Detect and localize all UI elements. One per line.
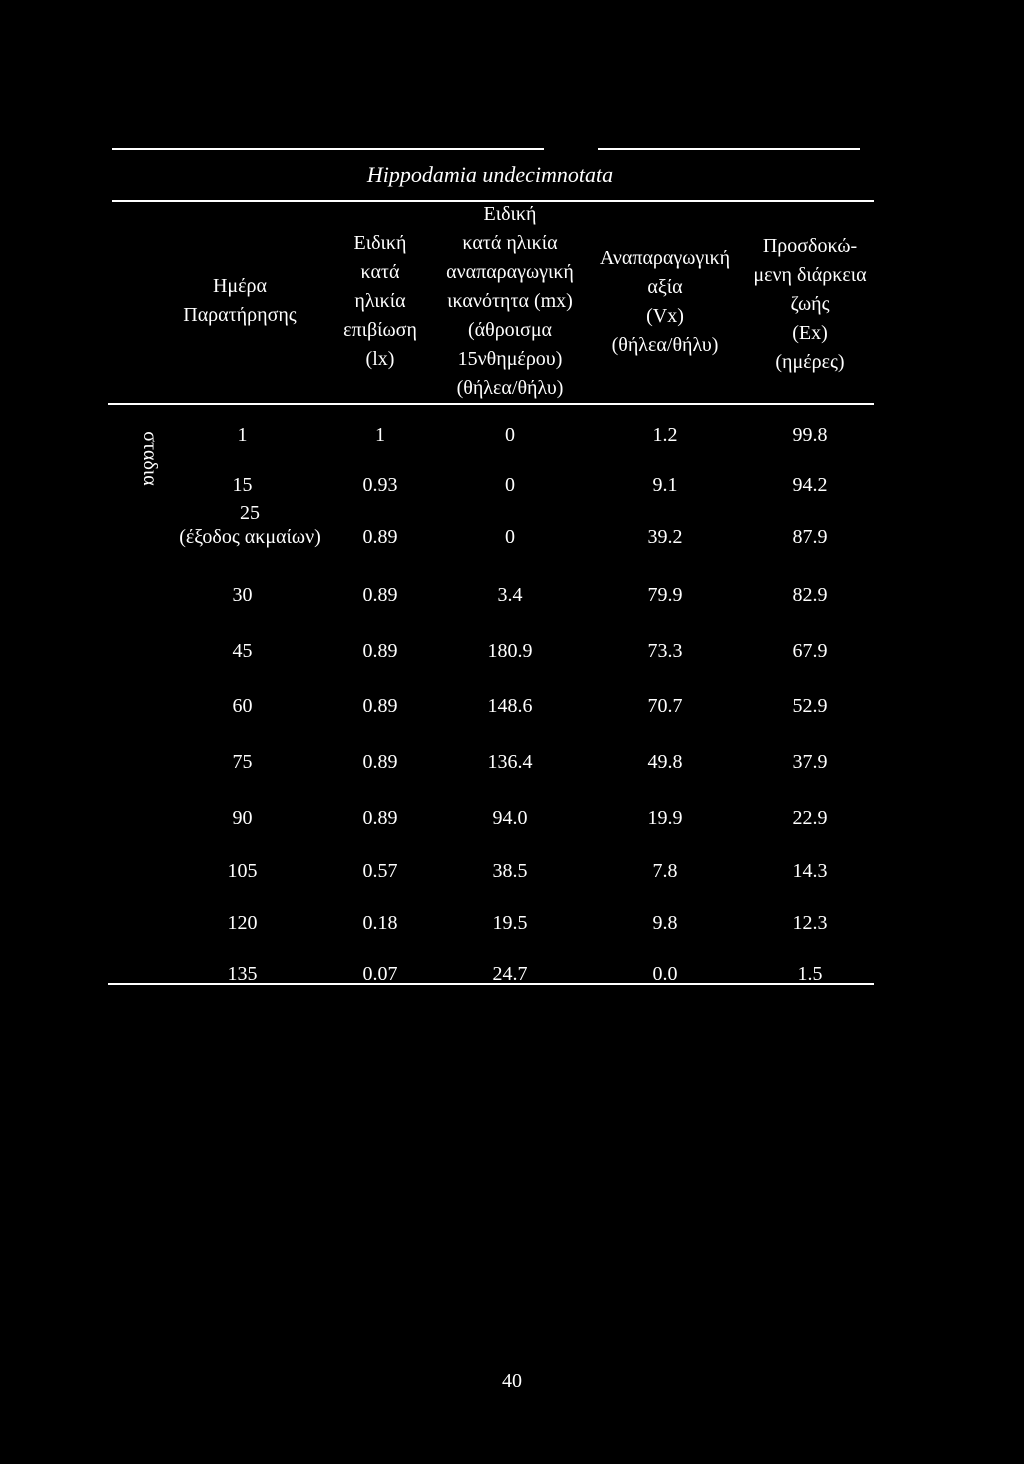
table-cell-day: 1: [237, 424, 248, 446]
table-cell-lx: 0.89: [362, 751, 398, 773]
table-cell-ex: 1.5: [797, 963, 823, 985]
table-cell-mx: 136.4: [487, 751, 533, 773]
table-cell-ex: 99.8: [792, 424, 828, 446]
table-cell-lx: 0.89: [362, 584, 398, 606]
table-cell-day: 120: [227, 912, 258, 934]
day-note: (έξοδος ακμαίων): [179, 526, 321, 548]
table-cell-ex: 37.9: [792, 751, 828, 773]
table-title: Hippodamia undecimnotata: [366, 162, 614, 187]
table-cell-lx: 0.89: [362, 807, 398, 829]
table-cell-vx: 1.2: [652, 424, 678, 446]
table-cell-day: 30: [232, 584, 253, 606]
table-cell-day: 45: [232, 640, 253, 662]
table-cell-lx: 0.57: [362, 860, 398, 882]
table-cell-ex: 22.9: [792, 807, 828, 829]
top-rule-left: [112, 148, 544, 150]
table-cell-day: 75: [232, 751, 253, 773]
table-cell-vx: 7.8: [652, 860, 678, 882]
top-rule-right: [598, 148, 860, 150]
table-cell-mx: 0: [505, 474, 515, 496]
table-cell-mx: 0: [505, 526, 515, 548]
header-rule: [108, 403, 874, 405]
table-cell-ex: 12.3: [792, 912, 828, 934]
table-cell-vx: 0.0: [652, 963, 678, 985]
page-number: 40: [502, 1370, 522, 1392]
table-cell-ex: 94.2: [792, 474, 828, 496]
table-cell-day: 60: [232, 695, 253, 717]
table-cell-vx: 19.9: [647, 807, 683, 829]
table-cell-ex: 14.3: [792, 860, 828, 882]
table-cell-mx: 148.6: [487, 695, 533, 717]
header-mx: Ειδική κατά ηλικία αναπαραγωγική ικανότητα (mx) (άθροισμα 15νθημέρου) (θήλεα/θήλυ): [446, 203, 574, 399]
table-cell-mx: 3.4: [497, 584, 523, 606]
table-cell-vx: 73.3: [647, 640, 683, 662]
stage-label: σταδια: [138, 430, 161, 486]
header-lx: Ειδική κατά ηλικία επιβίωση (lx): [343, 232, 417, 370]
table-cell-lx: 0.89: [362, 695, 398, 717]
table-cell-day: 90: [232, 807, 253, 829]
table-cell-lx: 0.18: [362, 912, 398, 934]
table-cell-vx: 70.7: [647, 695, 683, 717]
table-cell-ex: 87.9: [792, 526, 828, 548]
table-cell-lx: 1: [375, 424, 385, 446]
day-value: 25: [240, 502, 260, 524]
table-cell-lx: 0.93: [362, 474, 398, 496]
table-cell-mx: 19.5: [492, 912, 528, 934]
table-cell-vx: 9.1: [652, 474, 678, 496]
header-ex: Προσδοκώ- μενη διάρκεια ζωής (Ex) (ημέρες): [753, 235, 867, 373]
table-cell-vx: 39.2: [647, 526, 683, 548]
table-cell-vx: 49.8: [647, 751, 683, 773]
table-cell-mx: 94.0: [492, 807, 528, 829]
table-cell-day: 135: [227, 963, 258, 985]
table-cell-ex: 52.9: [792, 695, 828, 717]
table-cell-day: 105: [227, 860, 258, 882]
table-cell-lx: 0.07: [362, 963, 398, 985]
table-cell-vx: 9.8: [652, 912, 678, 934]
table-cell-ex: 82.9: [792, 584, 828, 606]
table-cell-vx: 79.9: [647, 584, 683, 606]
table-cell-day: [150, 501, 350, 549]
table-cell-mx: 24.7: [492, 963, 528, 985]
table-cell-lx: 0.89: [362, 526, 398, 548]
table-cell-mx: 180.9: [487, 640, 533, 662]
table-cell-lx: 0.89: [362, 640, 398, 662]
header-day: Ημέρα Παρατήρησης: [183, 275, 297, 326]
table-cell-mx: 0: [505, 424, 515, 446]
table-cell-mx: 38.5: [492, 860, 528, 882]
table-cell-day: 15: [232, 474, 253, 496]
table-cell-ex: 67.9: [792, 640, 828, 662]
header-vx: Αναπαραγωγική αξία (Vx) (θήλεα/θήλυ): [599, 247, 731, 356]
